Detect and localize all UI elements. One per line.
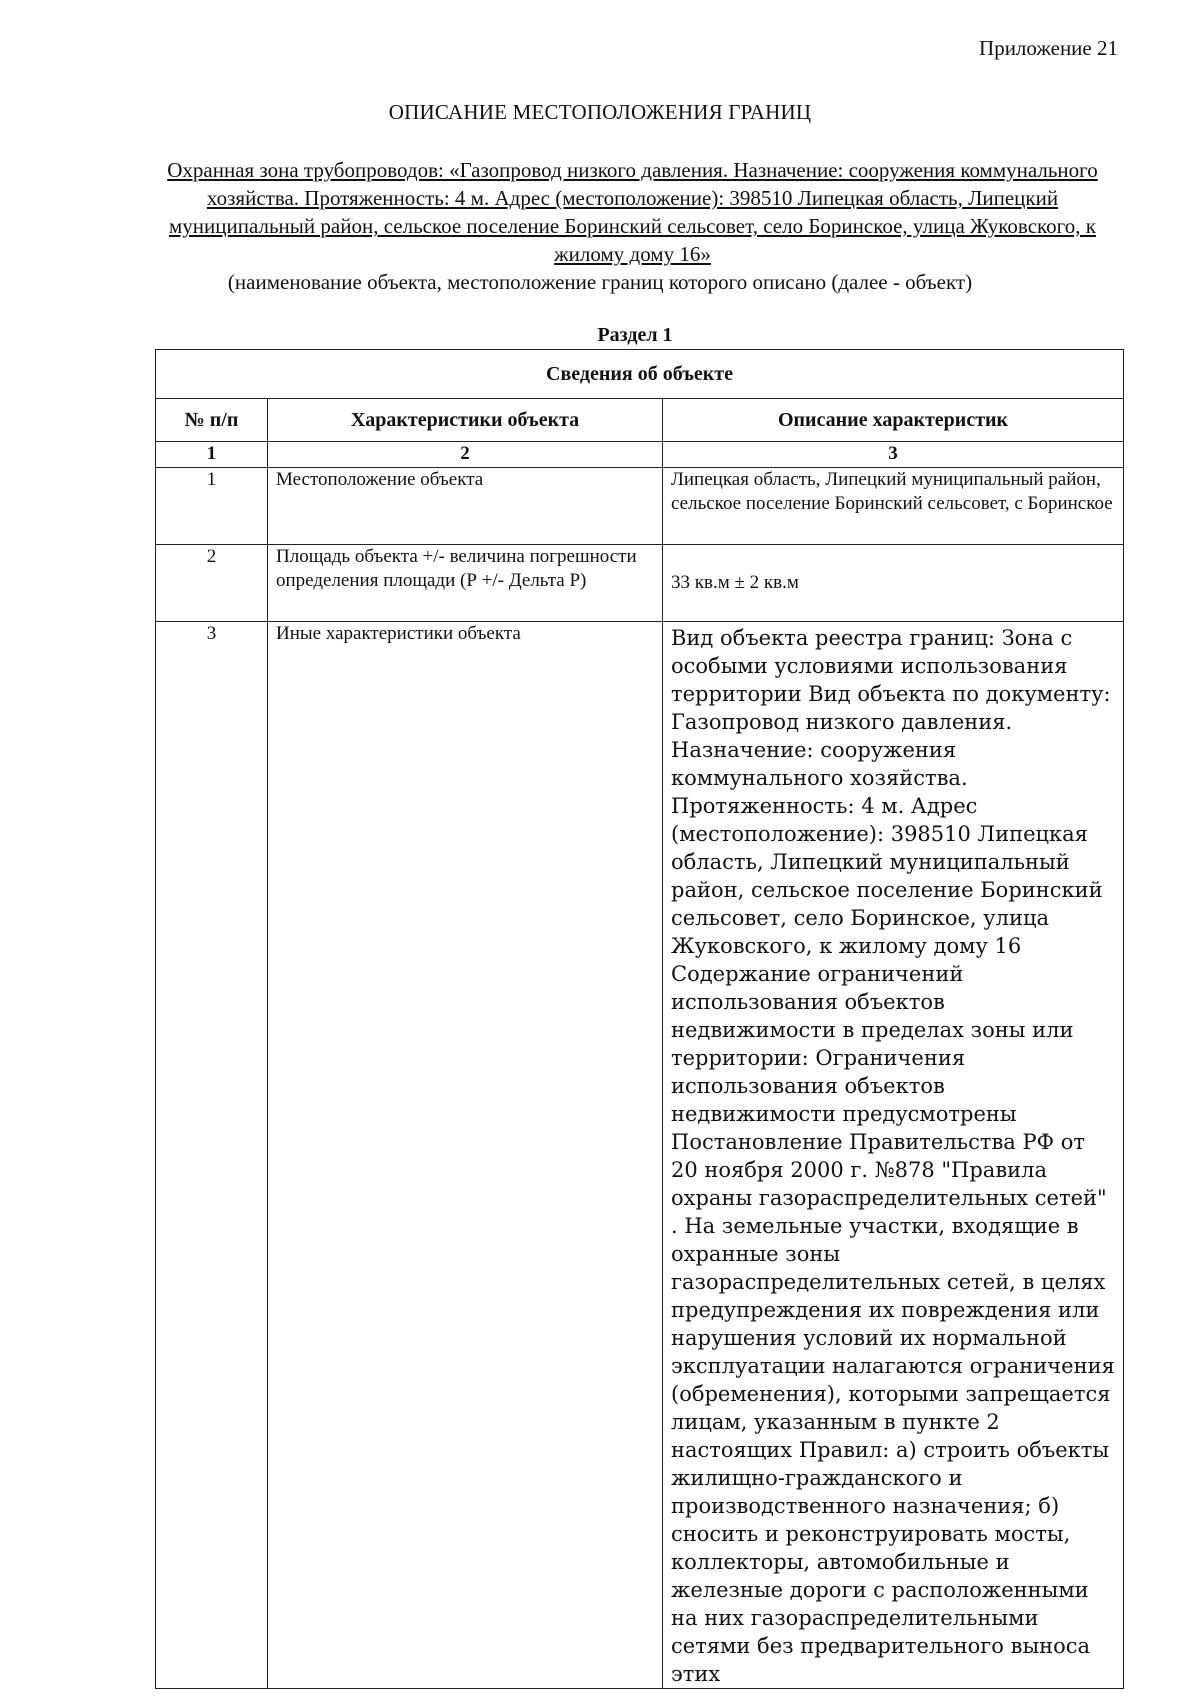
table-caption-row xyxy=(156,350,1124,399)
row-description: Липецкая область, Липецкий муниципальный район, сельское поселение Боринский сельсовет, с Боринское xyxy=(663,468,1124,545)
appendix-label: Приложение 21 xyxy=(979,36,1118,60)
column-header-description: Описание характеристик xyxy=(663,399,1124,442)
table-header-row xyxy=(156,399,1124,442)
column-number: 2 xyxy=(268,442,663,468)
object-name: Охранная зона трубопроводов: «Газопровод низкого давления. Назначение: сооружения коммунального хозяйства. Протяженность: 4 м. Адрес (местоположение): 398510 Липецкая область, Липецкий муниципальный район, сельское поселение Боринский сельсовет, село Боринское, улица Жуковского, к жилому дому 16» xyxy=(167,158,1098,266)
row-number: 2 xyxy=(156,545,268,622)
column-header-number: № п/п xyxy=(156,399,268,442)
table-row xyxy=(156,545,1124,622)
object-name-note: (наименование объекта, местоположение границ которого описано (далее - объект) xyxy=(227,270,973,294)
column-number: 1 xyxy=(156,442,268,468)
table-caption: Сведения об объекте xyxy=(156,350,1124,399)
column-numbers-row xyxy=(156,442,1124,468)
row-characteristic: Иные характеристики объекта xyxy=(268,622,663,1689)
column-header-characteristic: Характеристики объекта xyxy=(268,399,663,442)
row-characteristic: Местоположение объекта xyxy=(268,468,663,545)
section-title: Раздел 1 xyxy=(597,324,673,346)
column-number: 3 xyxy=(663,442,1124,468)
row-number: 1 xyxy=(156,468,268,545)
row-description: Вид объекта реестра границ: Зона с особыми условиями использования территории Вид объекта по документу: Газопровод низкого давления. Назначение: сооружения коммунального хозяйства. Протяженность: 4 м. Адрес (местоположение): 398510 Липецкая область, Липецкий муниципальный район, сельское поселение Боринский сельсовет, село Боринское, улица Жуковского, к жилому дому 16 Содержание ограничений использования объектов недвижимости в пределах зоны или территории: Ограничения использования объектов недвижимости предусмотрены Постановление Правительства РФ от 20 ноября 2000 г. №878 "Правила охраны газораспределительных сетей" . На земельные участки, входящие в охранные зоны газораспределительных сетей, в целях предупреждения их повреждения или нарушения условий их нормальной эксплуатации налагаются ограничения (обременения), которыми запрещается лицам, указанным в пункте 2 настоящих Правил: а) строить объекты жилищно-гражданского и производственного назначения; б) сносить и реконструировать мосты, коллекторы, автомобильные и железные дороги с расположенными на них газораспределительными сетями без предварительного выноса этих xyxy=(663,622,1124,1689)
row-number: 3 xyxy=(156,622,268,1689)
table-row xyxy=(156,622,1124,1689)
document-title: ОПИСАНИЕ МЕСТОПОЛОЖЕНИЯ ГРАНИЦ xyxy=(388,100,812,124)
row-characteristic: Площадь объекта +/- величина погрешности определения площади (Р +/- Дельта Р) xyxy=(268,545,663,622)
row-description: 33 кв.м ± 2 кв.м xyxy=(663,545,1124,622)
object-info-table xyxy=(155,349,1124,1689)
table-row xyxy=(156,468,1124,545)
